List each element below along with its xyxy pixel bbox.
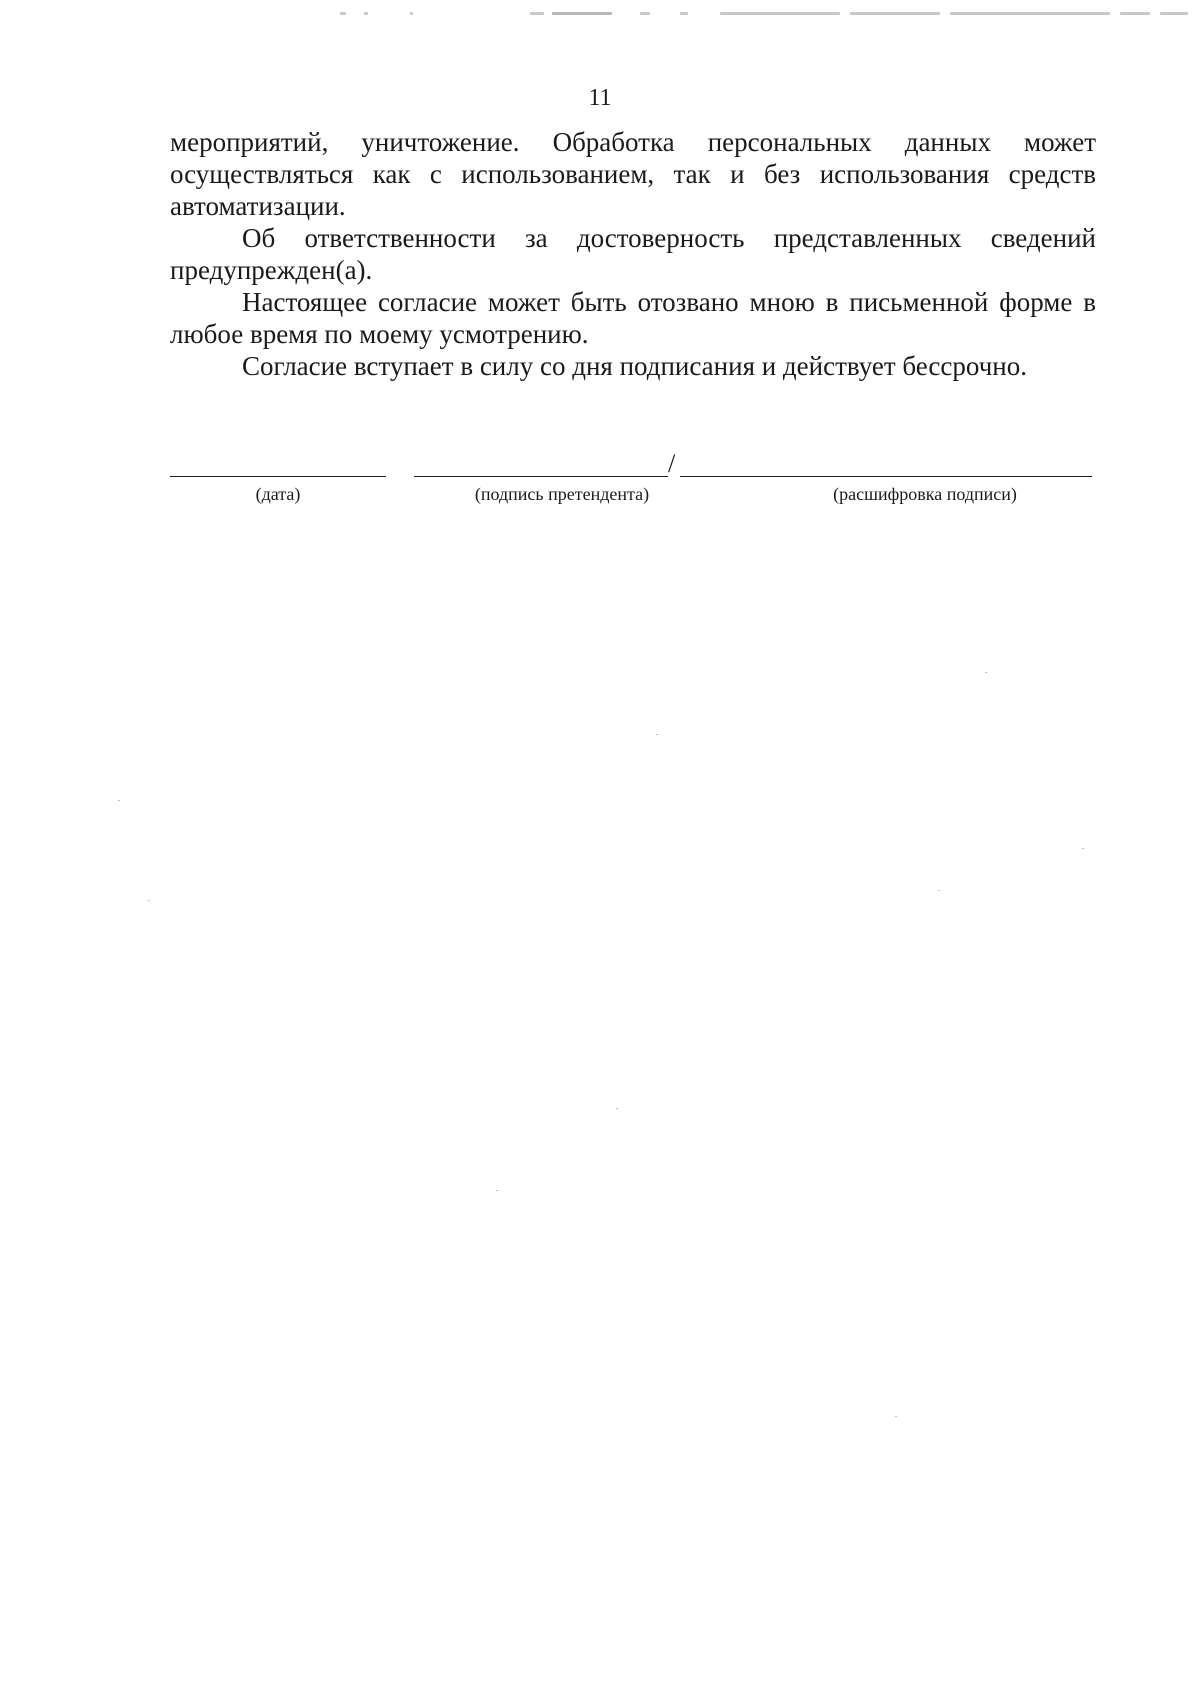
date-caption: (дата): [255, 484, 301, 504]
page-number: 11: [588, 85, 612, 111]
scan-artifact-strip: [340, 10, 1190, 18]
scan-speck: [118, 800, 120, 801]
paragraph-processing-methods: мероприятий, уничтожение. Обработка персональных данных может осуществляться как с использованием, так и без использования средств автоматизации.: [170, 127, 1096, 221]
scan-speck: [985, 672, 987, 673]
scan-speck: [148, 900, 150, 901]
document-body: [170, 126, 1096, 382]
scan-speck: [938, 890, 940, 891]
scan-speck: [496, 1190, 498, 1191]
paragraph-effective-date: Согласие вступает в силу со дня подписания и действует бессрочно.: [242, 351, 1027, 381]
date-line: [170, 476, 386, 477]
scan-speck: [895, 1416, 897, 1417]
signature-caption: (подпись претендента): [474, 484, 650, 504]
paragraph-responsibility: Об ответственности за достоверность представленных сведений предупрежден(а).: [170, 223, 1096, 285]
scan-speck: [1082, 848, 1084, 849]
decryption-caption: (расшифровка подписи): [833, 484, 1017, 504]
signature-line: [414, 476, 668, 477]
scan-speck: [616, 1108, 618, 1109]
paragraph-revocation: Настоящее согласие может быть отозвано мною в письменной форме в любое время по моему усмотрению.: [170, 287, 1096, 349]
signature-decryption-line: [680, 476, 1092, 477]
signature-separator: /: [668, 449, 676, 478]
scan-speck: [656, 734, 658, 735]
